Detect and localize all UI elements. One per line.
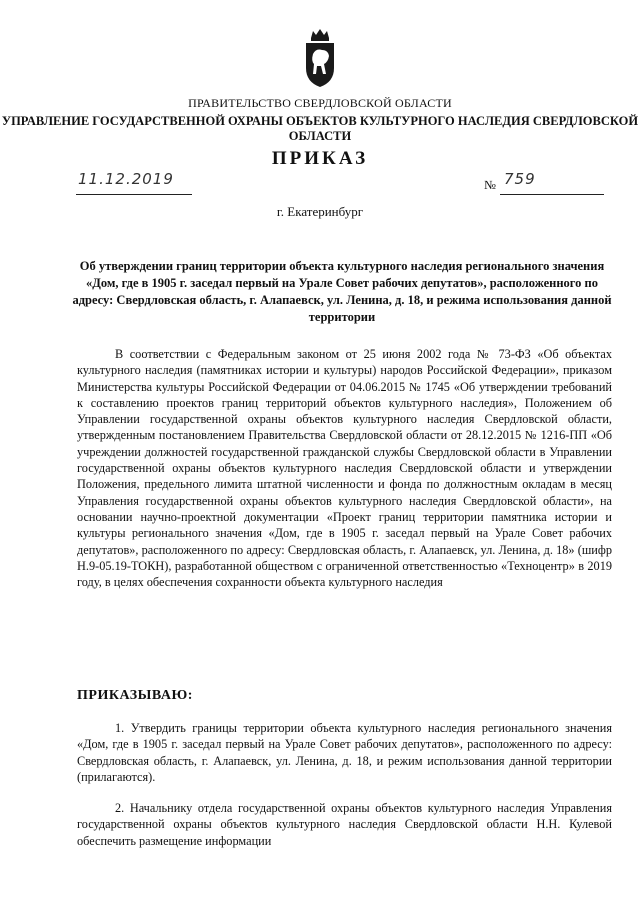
department-name: УПРАВЛЕНИЕ ГОСУДАРСТВЕННОЙ ОХРАНЫ ОБЪЕКТОВ КУЛЬТУРНОГО НАСЛЕДИЯ СВЕРДЛОВСКОЙ ОБЛАСТИ	[1, 114, 639, 143]
order-item-text: 2. Начальнику отдела государственной охраны объектов культурного наследия Управления государственной охраны объектов культурного наследия Свердловской области Н.Н. Кулевой обеспечить размещение информации	[77, 801, 612, 848]
handwritten-number: 759	[504, 170, 536, 188]
city: г. Екатеринбург	[276, 204, 364, 219]
number-label: №	[484, 178, 496, 192]
document-type: ПРИКАЗ	[271, 148, 369, 169]
government-name: ПРАВИТЕЛЬСТВО СВЕРДЛОВСКОЙ ОБЛАСТИ	[188, 96, 452, 110]
preamble	[77, 346, 612, 590]
coat-of-arms-icon	[302, 28, 338, 88]
order-item	[77, 800, 612, 849]
preamble-text: В соответствии с Федеральным законом от 25 июня 2002 года № 73-ФЗ «Об объектах культурного наследия (памятниках истории и культуры) народов Российской Федерации», приказом Министерства культуры Российской Федерации от 04.06.2015 № 1745 «Об утверждении требований к составлению проектов границ территорий объектов культурного наследия», Положением об Управлении государственной охраны объектов культурного наследия Свердловской области, утвержденным постановлением Правительства Свердловской области от 28.12.2015 № 1216-ПП «Об учреждении должностей государственной гражданской службы Свердловской области в Управлении государственной охраны объектов культурного наследия Свердловской области и утверждении Положения, предельного лимита штатной численности и фонда по должностным окладам в месяц Управления государственной охраны объектов культурного наследия Свердловской области», на основании научно-проектной документации «Проект границ территории памятника истории и культуры регионального значения «Дом, где в 1905 г. заседал первый на Урале Совет рабочих депутатов», расположенного по адресу: Свердловская область, г. Алапаевск, ул. Ленина, д. 18» (шифр Н.9-05.19-ТОКН), разработанной обществом с ограниченной ответственностью «Техноцентр» в 2019 году, в целях обеспечения сохранности объекта культурного наследия	[77, 347, 612, 590]
order-item-text: 1. Утвердить границы территории объекта культурного наследия регионального значения «Дом, где в 1905 г. заседал первый на Урале Совет рабочих депутатов», расположенного по адресу: Свердловская область, г. Алапаевск, ул. Ленина, д. 18, и режим использования данной территории (прилагаются).	[77, 721, 612, 784]
order-item	[77, 720, 612, 785]
document-title: Об утверждении границ территории объекта культурного наследия регионального значения «Дом, где в 1905 г. заседал первый на Урале Совет рабочих депутатов», расположенного по адресу: Свердловская область, г. Алапаевск, ул. Ленина, д. 18, и режима использования данной территории	[72, 259, 612, 324]
number-field	[500, 170, 604, 195]
handwritten-date: 11.12.2019	[78, 170, 174, 188]
date-field	[76, 170, 192, 195]
order-heading: ПРИКАЗЫВАЮ:	[77, 688, 193, 703]
